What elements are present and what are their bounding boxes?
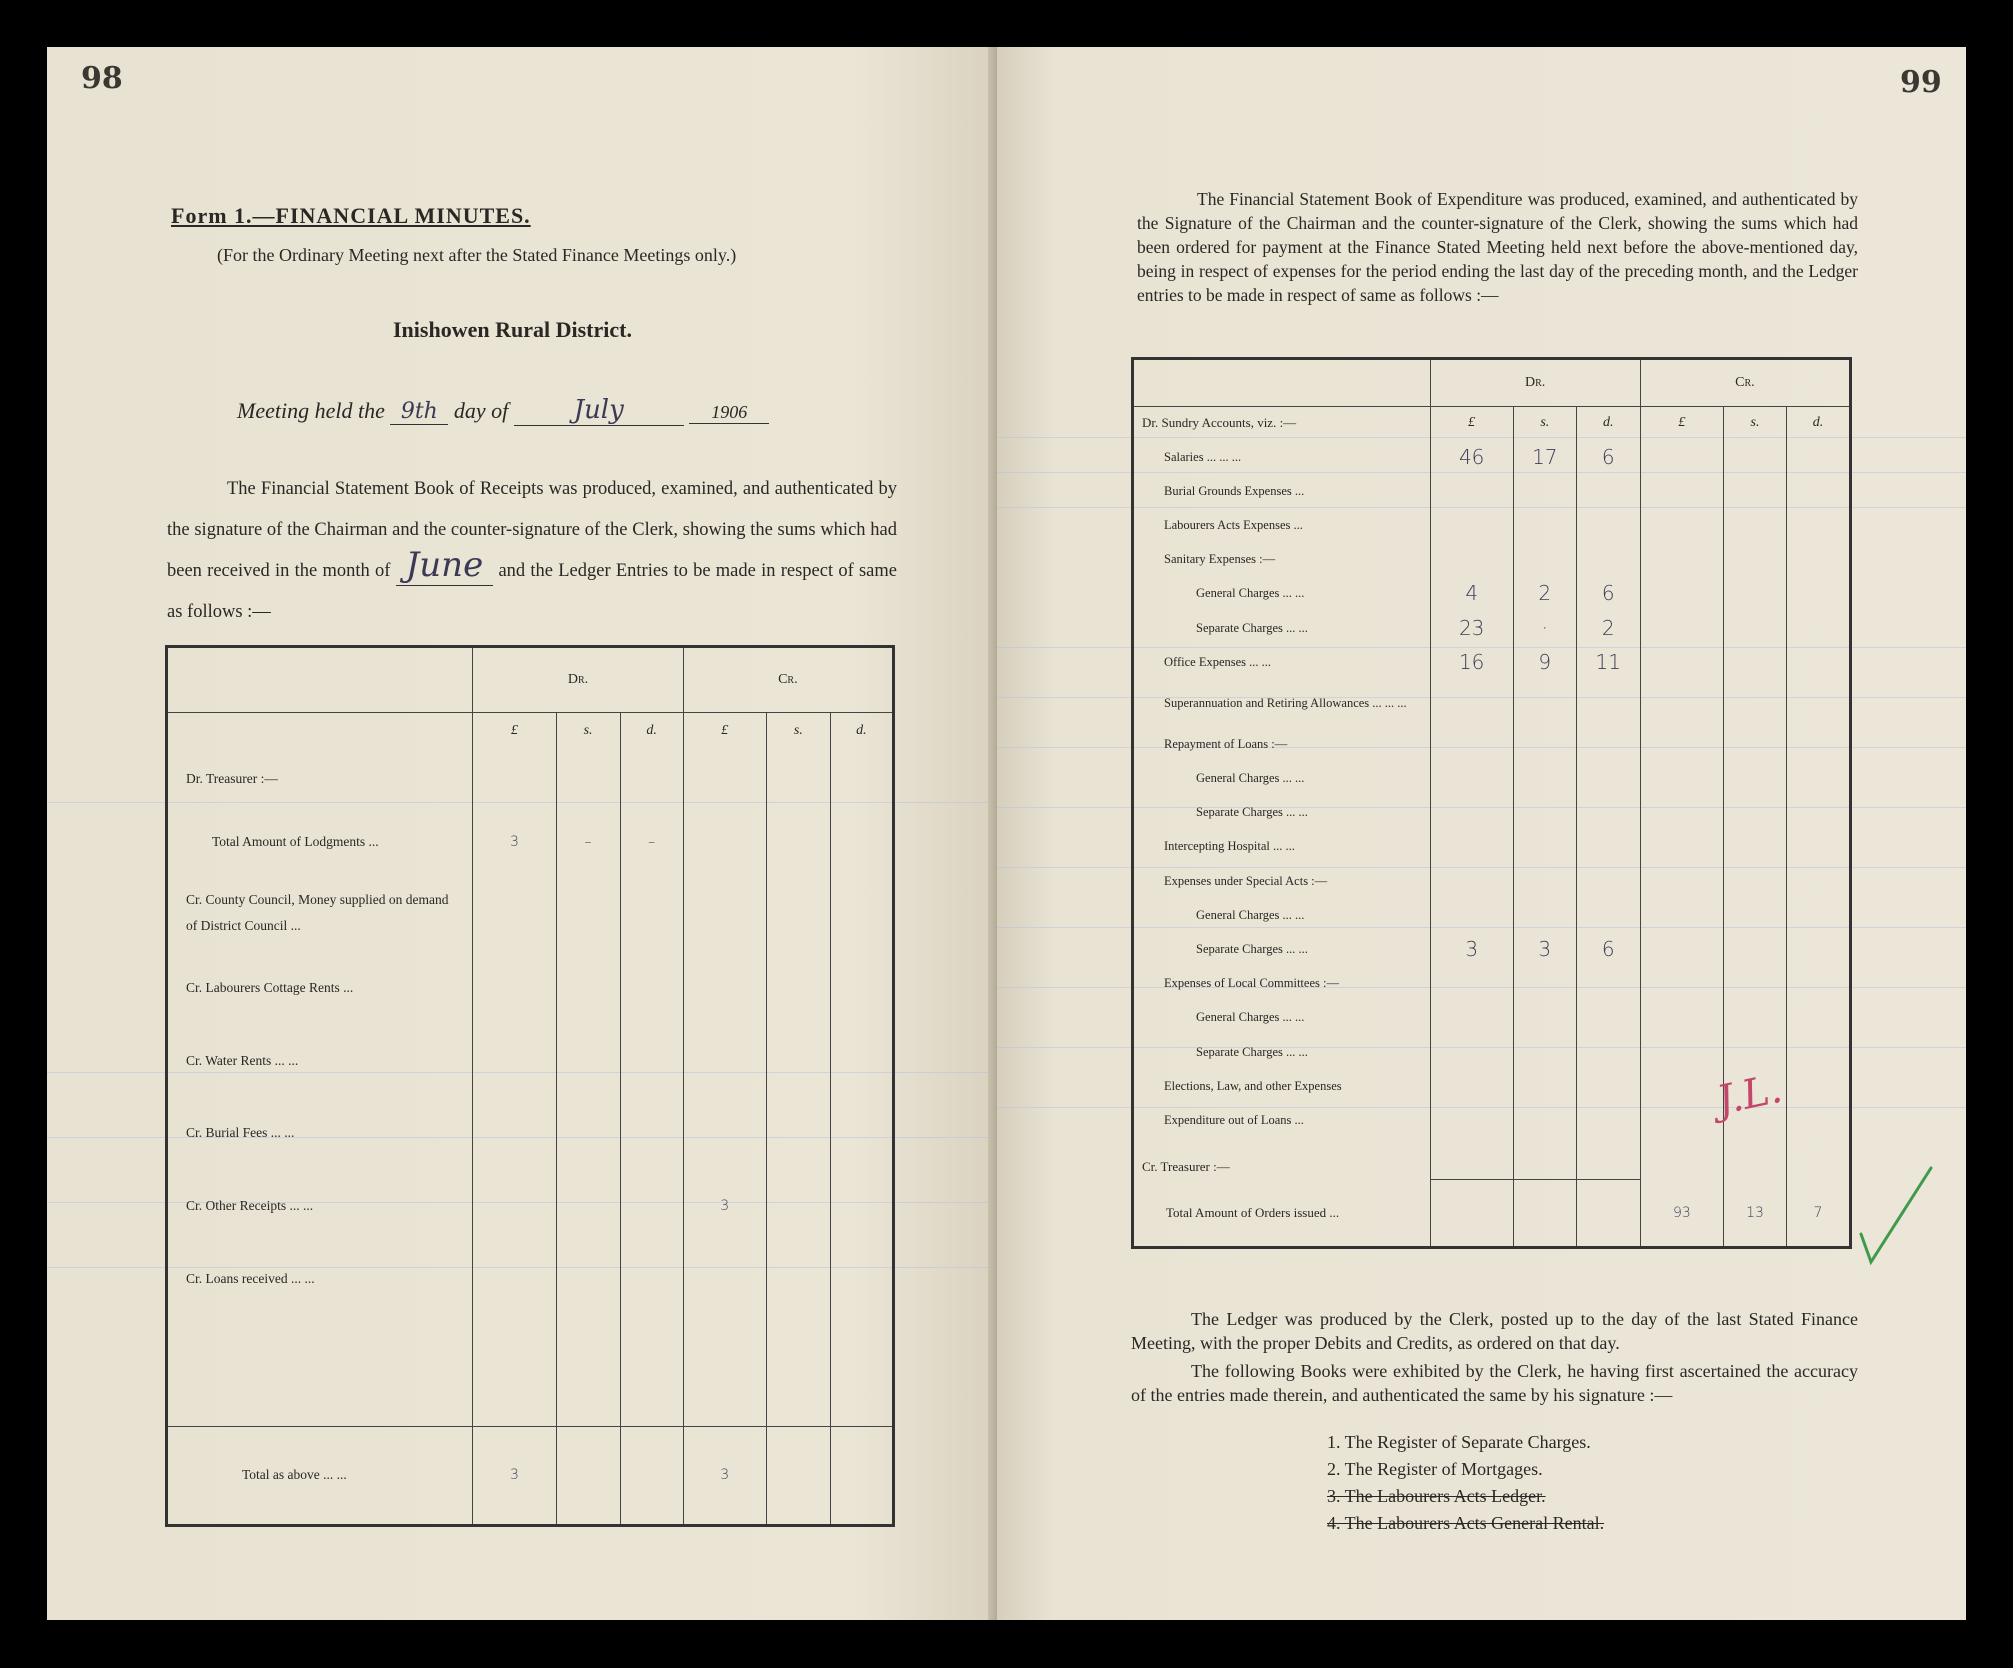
row-label: Dr. Treasurer :— bbox=[186, 770, 278, 786]
cr-cell bbox=[1724, 898, 1787, 932]
dr-cell: 6 bbox=[1576, 576, 1640, 610]
dr-cell bbox=[1513, 829, 1576, 863]
cr-cell bbox=[766, 1024, 830, 1097]
cr-cell bbox=[683, 1097, 766, 1170]
cr-cell bbox=[1786, 1103, 1850, 1137]
table-row bbox=[1133, 727, 1851, 761]
total-label: Total as above ... ... bbox=[167, 1426, 473, 1525]
table-row bbox=[167, 1170, 894, 1243]
cr-cell bbox=[830, 1170, 893, 1243]
row-label: Elections, Law, and other Expenses bbox=[1164, 1078, 1342, 1093]
dr-cell bbox=[1430, 966, 1513, 1000]
dr-cell bbox=[1430, 1069, 1513, 1103]
cr-cell bbox=[1786, 439, 1850, 473]
dr-cell bbox=[1513, 795, 1576, 829]
book-item-struck: 4. The Labourers Acts General Rental. bbox=[1327, 1513, 1605, 1533]
dr-cell bbox=[1576, 761, 1640, 795]
form-subtitle: (For the Ordinary Meeting next after the Stated Finance Meetings only.) bbox=[217, 245, 737, 265]
row-label: General Charges ... ... bbox=[1196, 770, 1305, 785]
books-list bbox=[1327, 1429, 1604, 1537]
row-label: General Charges ... ... bbox=[1196, 1010, 1305, 1025]
cr-cell bbox=[1786, 761, 1850, 795]
cr-cell bbox=[1724, 542, 1787, 576]
dr-cell bbox=[1430, 474, 1513, 508]
row-label: Separate Charges ... ... bbox=[1196, 942, 1308, 957]
row-label: Cr. County Council, Money supplied on demand of District Council ... bbox=[186, 891, 449, 933]
dr-cell bbox=[1576, 542, 1640, 576]
page-number: 99 bbox=[1900, 65, 1942, 100]
dr-cell bbox=[1576, 1035, 1640, 1069]
cr-cell bbox=[1724, 829, 1787, 863]
row-label: Dr. Sundry Accounts, viz. :— bbox=[1142, 415, 1297, 431]
dr-cell bbox=[1430, 727, 1513, 761]
cr-cell bbox=[1640, 966, 1723, 1000]
receipts-month: June bbox=[396, 545, 494, 586]
cr-cell bbox=[1640, 576, 1723, 610]
cr-cell bbox=[1640, 1103, 1723, 1137]
cr-cell bbox=[766, 748, 830, 810]
table-row bbox=[1133, 1035, 1851, 1069]
cr-cell bbox=[1724, 576, 1787, 610]
cr-cell bbox=[766, 1243, 830, 1316]
dr-cell: · bbox=[1513, 610, 1576, 644]
dr-cell bbox=[556, 1097, 620, 1170]
cr-cell bbox=[1724, 727, 1787, 761]
expenditure-paragraph: The Financial Statement Book of Expenditure was produced, examined, and authenticated by the Signature of the Chairman and the counter-signature of the Clerk, showing the sums which had been ordered for payment at the Finance Stated Meeting held next before the above-mentioned day, being in respect of expenses for the period ending the last day of the preceding month, and the Ledger entries to be made in respect of same as follows :— bbox=[1137, 189, 1858, 305]
dr-cell bbox=[620, 1097, 683, 1170]
row-label: Cr. Labourers Cottage Rents ... bbox=[186, 979, 354, 995]
cr-cell bbox=[1724, 439, 1787, 473]
unit-header: d. bbox=[1786, 406, 1850, 439]
dr-cell bbox=[1430, 761, 1513, 795]
cr-cell bbox=[830, 1243, 893, 1316]
unit-pounds: £ bbox=[473, 713, 556, 748]
unit-shillings: s. bbox=[766, 713, 830, 748]
cr-cell bbox=[1786, 864, 1850, 898]
dr-cell bbox=[1513, 508, 1576, 542]
dr-cell bbox=[620, 1024, 683, 1097]
meeting-year: 1906 bbox=[689, 402, 769, 424]
row-label: Cr. Burial Fees ... ... bbox=[186, 1125, 295, 1141]
table-row bbox=[1133, 439, 1851, 473]
cr-cell bbox=[1724, 679, 1787, 727]
dr-cell bbox=[1430, 1035, 1513, 1069]
table-row bbox=[1133, 542, 1851, 576]
dr-cell bbox=[1576, 864, 1640, 898]
unit-header: £ bbox=[1430, 406, 1513, 439]
unit-pence: d. bbox=[830, 713, 893, 748]
district-name: Inishowen Rural District. bbox=[393, 317, 632, 342]
green-check-mark-icon bbox=[1857, 1162, 1937, 1272]
total-cr-pence: 7 bbox=[1786, 1179, 1850, 1247]
row-label: Cr. Loans received ... ... bbox=[186, 1271, 315, 1287]
dr-cell bbox=[473, 1170, 556, 1243]
table-row bbox=[167, 1024, 894, 1097]
dr-cell bbox=[1576, 898, 1640, 932]
cr-cell bbox=[1786, 542, 1850, 576]
dr-cell: 3 bbox=[1430, 932, 1513, 966]
cr-cell bbox=[683, 951, 766, 1024]
table-row bbox=[1133, 508, 1851, 542]
cr-cell bbox=[1640, 474, 1723, 508]
unit-shillings: s. bbox=[556, 713, 620, 748]
book-item-struck: 3. The Labourers Acts Ledger. bbox=[1327, 1486, 1546, 1506]
table-row bbox=[167, 874, 894, 951]
total-cr-pounds: 93 bbox=[1640, 1179, 1723, 1247]
page-number: 98 bbox=[81, 61, 123, 96]
cr-cell bbox=[683, 1024, 766, 1097]
cr-cell bbox=[1724, 864, 1787, 898]
dr-cell: 2 bbox=[1576, 610, 1640, 644]
cr-cell bbox=[1640, 761, 1723, 795]
dr-cell bbox=[1513, 864, 1576, 898]
dr-cell bbox=[473, 1243, 556, 1316]
unit-header: £ bbox=[1640, 406, 1723, 439]
table-row bbox=[1133, 679, 1851, 727]
cr-cell bbox=[1724, 610, 1787, 644]
cr-cell bbox=[683, 748, 766, 810]
dr-cell bbox=[620, 874, 683, 951]
dr-cell bbox=[1513, 1069, 1576, 1103]
table-row bbox=[1133, 576, 1851, 610]
cr-cell bbox=[1786, 727, 1850, 761]
row-label: Repayment of Loans :— bbox=[1164, 736, 1288, 751]
dr-cell bbox=[1576, 829, 1640, 863]
table-row bbox=[1133, 474, 1851, 508]
row-label: Expenses under Special Acts :— bbox=[1164, 873, 1328, 888]
dr-cell bbox=[1513, 966, 1576, 1000]
dr-cell: 6 bbox=[1576, 932, 1640, 966]
dr-cell: 46 bbox=[1430, 439, 1513, 473]
red-initials: J.L. bbox=[1712, 1065, 1786, 1125]
cr-cell bbox=[830, 1097, 893, 1170]
cr-cell bbox=[1640, 932, 1723, 966]
form-title: Form 1.—FINANCIAL MINUTES. bbox=[171, 203, 531, 228]
dr-cell: 6 bbox=[1576, 439, 1640, 473]
dr-cell bbox=[556, 951, 620, 1024]
row-label: Salaries ... ... ... bbox=[1164, 449, 1242, 464]
book-item: 1. The Register of Separate Charges. bbox=[1327, 1432, 1591, 1452]
dr-cell bbox=[556, 748, 620, 810]
meeting-line bbox=[237, 395, 769, 426]
table-row bbox=[1133, 966, 1851, 1000]
dr-cell bbox=[1430, 679, 1513, 727]
unit-header: s. bbox=[1724, 406, 1787, 439]
total-cr-pounds: 3 bbox=[683, 1426, 766, 1525]
row-label: General Charges ... ... bbox=[1196, 907, 1305, 922]
table-row bbox=[167, 810, 894, 874]
total-cr-shillings: 13 bbox=[1724, 1179, 1787, 1247]
table-row bbox=[167, 748, 894, 810]
cr-cell bbox=[1786, 898, 1850, 932]
row-label: Cr. Other Receipts ... ... bbox=[186, 1198, 314, 1214]
cr-cell bbox=[1786, 932, 1850, 966]
cr-cell bbox=[830, 874, 893, 951]
treasurer-label: Cr. Treasurer :— bbox=[1142, 1159, 1230, 1175]
cr-cell bbox=[766, 1097, 830, 1170]
dr-cell bbox=[1513, 474, 1576, 508]
dr-cell bbox=[473, 748, 556, 810]
total-orders-label: Total Amount of Orders issued ... bbox=[1166, 1204, 1340, 1220]
table-row bbox=[1133, 1000, 1851, 1034]
table-row bbox=[1133, 610, 1851, 644]
dr-cell bbox=[1513, 727, 1576, 761]
cr-cell bbox=[1640, 439, 1723, 473]
dr-cell bbox=[1513, 1035, 1576, 1069]
cr-cell bbox=[1786, 1035, 1850, 1069]
row-label: Burial Grounds Expenses ... bbox=[1164, 483, 1305, 498]
cr-cell bbox=[1724, 1000, 1787, 1034]
cr-cell bbox=[1640, 508, 1723, 542]
cr-header: Cr. bbox=[683, 647, 893, 713]
cr-cell bbox=[1786, 1000, 1850, 1034]
dr-cell bbox=[1430, 1000, 1513, 1034]
cr-cell bbox=[766, 1170, 830, 1243]
unit-pounds: £ bbox=[683, 713, 766, 748]
dr-header: Dr. bbox=[1430, 359, 1640, 407]
meeting-prefix: Meeting held the bbox=[237, 398, 385, 423]
cr-cell bbox=[1640, 645, 1723, 679]
unit-header: s. bbox=[1513, 406, 1576, 439]
dr-cell bbox=[1430, 795, 1513, 829]
cr-cell bbox=[830, 951, 893, 1024]
dr-cell bbox=[473, 1097, 556, 1170]
table-row bbox=[1133, 829, 1851, 863]
dr-cell bbox=[1430, 542, 1513, 576]
cr-cell bbox=[1786, 966, 1850, 1000]
dr-cell bbox=[1513, 761, 1576, 795]
cr-cell bbox=[766, 951, 830, 1024]
row-label: Expenditure out of Loans ... bbox=[1164, 1113, 1304, 1128]
meeting-day: 9th bbox=[390, 399, 448, 425]
dr-cell bbox=[1576, 679, 1640, 727]
row-label: Separate Charges ... ... bbox=[1196, 805, 1308, 820]
left-page bbox=[47, 47, 997, 1620]
dr-cell: – bbox=[620, 810, 683, 874]
dr-cell bbox=[1430, 898, 1513, 932]
cr-cell bbox=[830, 1024, 893, 1097]
cr-cell bbox=[1640, 795, 1723, 829]
cr-cell bbox=[766, 874, 830, 951]
row-label: General Charges ... ... bbox=[1196, 586, 1305, 601]
dr-cell bbox=[1576, 508, 1640, 542]
dr-cell bbox=[1576, 795, 1640, 829]
cr-cell bbox=[1724, 795, 1787, 829]
right-page bbox=[997, 47, 1966, 1620]
cr-cell bbox=[1786, 508, 1850, 542]
dr-cell bbox=[1513, 898, 1576, 932]
ledger-paragraph: The Ledger was produced by the Clerk, posted up to the day of the last Stated Finance Meeting, with the proper Debits and Credits, as ordered on that day. bbox=[1131, 1309, 1858, 1353]
row-label: Separate Charges ... ... bbox=[1196, 620, 1308, 635]
cr-cell bbox=[1640, 864, 1723, 898]
table-row bbox=[1133, 932, 1851, 966]
dr-cell bbox=[1576, 727, 1640, 761]
cr-cell bbox=[1786, 829, 1850, 863]
cr-cell bbox=[1724, 761, 1787, 795]
table-row bbox=[167, 1097, 894, 1170]
cr-cell bbox=[1640, 829, 1723, 863]
dr-cell bbox=[1430, 508, 1513, 542]
cr-cell: 3 bbox=[683, 1170, 766, 1243]
dr-cell: 11 bbox=[1576, 645, 1640, 679]
cr-cell bbox=[1724, 474, 1787, 508]
dr-cell bbox=[1576, 1069, 1640, 1103]
dr-cell bbox=[1576, 1000, 1640, 1034]
dr-cell: 2 bbox=[1513, 576, 1576, 610]
cr-cell bbox=[766, 810, 830, 874]
table-row bbox=[167, 951, 894, 1024]
dr-cell bbox=[1430, 1103, 1513, 1137]
cr-cell bbox=[1786, 645, 1850, 679]
cr-cell bbox=[1786, 679, 1850, 727]
unit-header: d. bbox=[1576, 406, 1640, 439]
table-row bbox=[1133, 761, 1851, 795]
dr-cell: – bbox=[556, 810, 620, 874]
receipts-table bbox=[165, 645, 895, 1527]
table-row bbox=[167, 1243, 894, 1316]
dr-cell: 3 bbox=[1513, 932, 1576, 966]
dr-cell bbox=[556, 1243, 620, 1316]
row-label: Intercepting Hospital ... ... bbox=[1164, 839, 1295, 854]
row-label: Office Expenses ... ... bbox=[1164, 654, 1272, 669]
dr-cell bbox=[473, 874, 556, 951]
row-label: Total Amount of Lodgments ... bbox=[212, 833, 379, 849]
cr-cell bbox=[1724, 508, 1787, 542]
cr-cell bbox=[1724, 932, 1787, 966]
cr-cell bbox=[830, 810, 893, 874]
dr-cell bbox=[1513, 1103, 1576, 1137]
unit-pence: d. bbox=[620, 713, 683, 748]
cr-cell bbox=[1786, 576, 1850, 610]
cr-cell bbox=[683, 874, 766, 951]
cr-cell bbox=[1640, 898, 1723, 932]
table-row bbox=[1133, 864, 1851, 898]
dr-cell bbox=[620, 1170, 683, 1243]
receipts-paragraph bbox=[167, 469, 897, 633]
table-row bbox=[1133, 898, 1851, 932]
book-item: 2. The Register of Mortgages. bbox=[1327, 1459, 1543, 1479]
cr-cell bbox=[1640, 610, 1723, 644]
table-row bbox=[1133, 645, 1851, 679]
cr-cell bbox=[1640, 542, 1723, 576]
dr-cell: 17 bbox=[1513, 439, 1576, 473]
cr-cell bbox=[1724, 966, 1787, 1000]
row-label: Labourers Acts Expenses ... bbox=[1164, 517, 1303, 532]
cr-cell bbox=[1786, 610, 1850, 644]
dr-cell bbox=[1513, 679, 1576, 727]
dr-cell bbox=[556, 1170, 620, 1243]
dr-cell bbox=[1576, 966, 1640, 1000]
books-paragraph: The following Books were exhibited by the Clerk, he having first ascertained the accuracy of the entries made therein, and authenticated the same by his signature :— bbox=[1131, 1361, 1858, 1405]
cr-header: Cr. bbox=[1640, 359, 1850, 407]
dr-cell bbox=[1513, 542, 1576, 576]
units-row bbox=[1133, 406, 1851, 439]
total-dr-pounds: 3 bbox=[473, 1426, 556, 1525]
table-row bbox=[1133, 795, 1851, 829]
dr-cell bbox=[473, 1024, 556, 1097]
dr-cell bbox=[620, 951, 683, 1024]
cr-cell bbox=[1786, 795, 1850, 829]
dr-cell: 9 bbox=[1513, 645, 1576, 679]
cr-cell bbox=[1640, 679, 1723, 727]
dr-cell bbox=[620, 1243, 683, 1316]
dr-cell bbox=[1430, 864, 1513, 898]
dr-header: Dr. bbox=[473, 647, 683, 713]
cr-cell bbox=[1724, 645, 1787, 679]
row-label: Sanitary Expenses :— bbox=[1164, 552, 1276, 567]
row-label: Superannuation and Retiring Allowances ... ... ... bbox=[1164, 695, 1407, 710]
cr-cell bbox=[1786, 474, 1850, 508]
cr-cell bbox=[683, 1243, 766, 1316]
receipts-text-end: and the Ledger Entries to be made in respect of same as follows :— bbox=[167, 561, 897, 622]
cr-cell bbox=[830, 748, 893, 810]
cr-cell bbox=[683, 810, 766, 874]
meeting-day-word: day of bbox=[453, 398, 509, 423]
receipts-text: The Financial Statement Book of Receipts was produced, examined, and authenticated by the signature of the Chairman and the counter-signature of the Clerk, showing the sums which had been received in the month of bbox=[167, 479, 897, 581]
cr-cell bbox=[1640, 727, 1723, 761]
dr-cell: 16 bbox=[1430, 645, 1513, 679]
dr-cell bbox=[556, 1024, 620, 1097]
cr-cell bbox=[1640, 1069, 1723, 1103]
cr-cell bbox=[1786, 1069, 1850, 1103]
cr-cell bbox=[1640, 1000, 1723, 1034]
cr-cell bbox=[1724, 1035, 1787, 1069]
dr-cell bbox=[1576, 474, 1640, 508]
dr-cell: 3 bbox=[473, 810, 556, 874]
row-label: Separate Charges ... ... bbox=[1196, 1044, 1308, 1059]
dr-cell: 23 bbox=[1430, 610, 1513, 644]
row-label: Cr. Water Rents ... ... bbox=[186, 1052, 299, 1068]
dr-cell bbox=[1576, 1103, 1640, 1137]
dr-cell bbox=[473, 951, 556, 1024]
dr-cell bbox=[1513, 1000, 1576, 1034]
row-label: Expenses of Local Committees :— bbox=[1164, 976, 1339, 991]
meeting-month: July bbox=[514, 395, 684, 426]
dr-cell bbox=[556, 874, 620, 951]
dr-cell: 4 bbox=[1430, 576, 1513, 610]
cr-cell bbox=[1640, 1035, 1723, 1069]
dr-cell bbox=[1430, 829, 1513, 863]
dr-cell bbox=[620, 748, 683, 810]
